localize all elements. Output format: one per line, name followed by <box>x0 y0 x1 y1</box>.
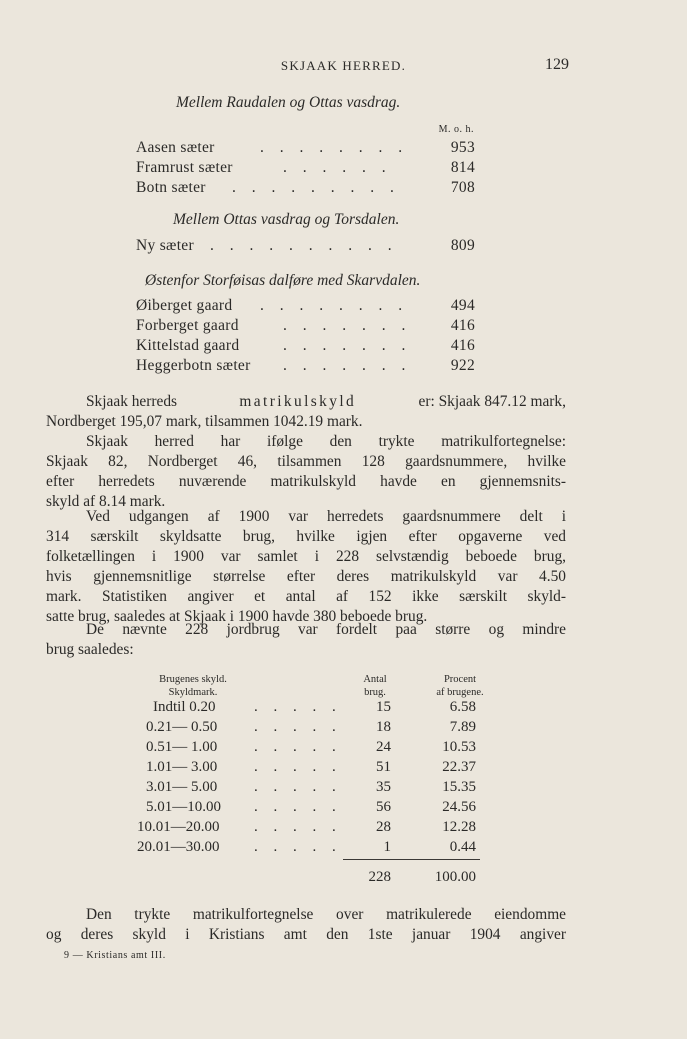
table-row: 0.21— 0.50 . . . . . 18 7.89 <box>146 719 476 735</box>
table-total-row: 228 100.00 <box>368 869 476 885</box>
list-item: Framrust sæter . . . . . . 814 <box>136 159 475 176</box>
paragraph-matrikulfortegnelse: Den trykte matrikulfortegnelse over matrikulerede eiendomme og deres skyld i Kristians amt den 1ste januar 1904 angiver <box>46 906 566 943</box>
signature-mark: 9 — Kristians amt III. <box>64 950 166 961</box>
list-item: Ny sæter . . . . . . . . . . 809 <box>136 237 475 254</box>
paragraph-jordbrug: De nævnte 228 jordbrug var fordelt paa større og mindre brug saaledes: <box>46 621 566 658</box>
list-item: Aasen sæter . . . . . . . . 953 <box>136 139 475 156</box>
section-heading-1: Mellem Raudalen og Ottas vasdrag. <box>176 94 401 111</box>
paragraph-gaardsnummere: Skjaak herred har ifølge den trykte matrikulfortegnelse: Skjaak 82, Nordberget 46, tilsammen 128 gaardsnummere, hvilke efter herredets nuværende matrikulskyld havde en gjennemsnits- skyld af 8.14 mark. <box>46 433 566 510</box>
list-item: Forberget gaard . . . . . . . 416 <box>136 317 475 334</box>
table-header-antal: Antal brug. <box>363 674 387 698</box>
page-number: 129 <box>545 56 569 73</box>
table-row: 0.51— 1.00 . . . . . 24 10.53 <box>146 739 476 755</box>
table-row: 5.01—10.00 . . . . . 56 24.56 <box>146 799 476 815</box>
list-item: Heggerbotn sæter . . . . . . . 922 <box>136 357 475 374</box>
section-heading-2: Mellem Ottas vasdrag og Torsdalen. <box>173 211 400 228</box>
table-row: 3.01— 5.00 . . . . . 35 15.35 <box>146 779 476 795</box>
list-item: Øiberget gaard . . . . . . . . 494 <box>136 297 475 314</box>
list-item: Botn sæter . . . . . . . . . 708 <box>136 179 475 196</box>
list-item: Kittelstad gaard . . . . . . . 416 <box>136 337 475 354</box>
table-row: 10.01—20.00 . . . . . 28 12.28 <box>137 819 476 835</box>
table-row: 20.01—30.00 . . . . . 1 0.44 <box>137 839 476 855</box>
paragraph-matrikulskyld: Skjaak herreds matrikulskyld er: Skjaak 847.12 mark, Nordberget 195,07 mark, tilsammen 1042.19 mark. <box>46 393 566 430</box>
table-header-skyld: Brugenes skyld. Skyldmark. <box>159 674 227 698</box>
unit-label: M. o. h. <box>438 124 474 135</box>
section-heading-3: Østenfor Storføisas dalføre med Skarvdalen. <box>145 272 421 289</box>
table-row: Indtil 0.20 . . . . . 15 6.58 <box>153 699 476 715</box>
running-header-title: SKJAAK HERRED. <box>280 58 407 73</box>
table-row: 1.01— 3.00 . . . . . 51 22.37 <box>146 759 476 775</box>
table-header-procent: Procent af brugene. <box>436 674 484 698</box>
sum-rule <box>343 859 480 860</box>
paragraph-brug: Ved udgangen af 1900 var herredets gaardsnummere delt i 314 særskilt skyldsatte brug, hvilke igjen efter opgaverne ved folketællingen i 1900 var samlet i 228 selvstændig beboede brug, hvis gjennemsnitlige størrelse efter deres matrikulskyld var 4.50 mark. Statistiken angiver et antal af 152 ikke særskilt skyld- satte brug, saaledes at Skjaak i 1900 havde 380 beboede brug. <box>46 508 566 625</box>
